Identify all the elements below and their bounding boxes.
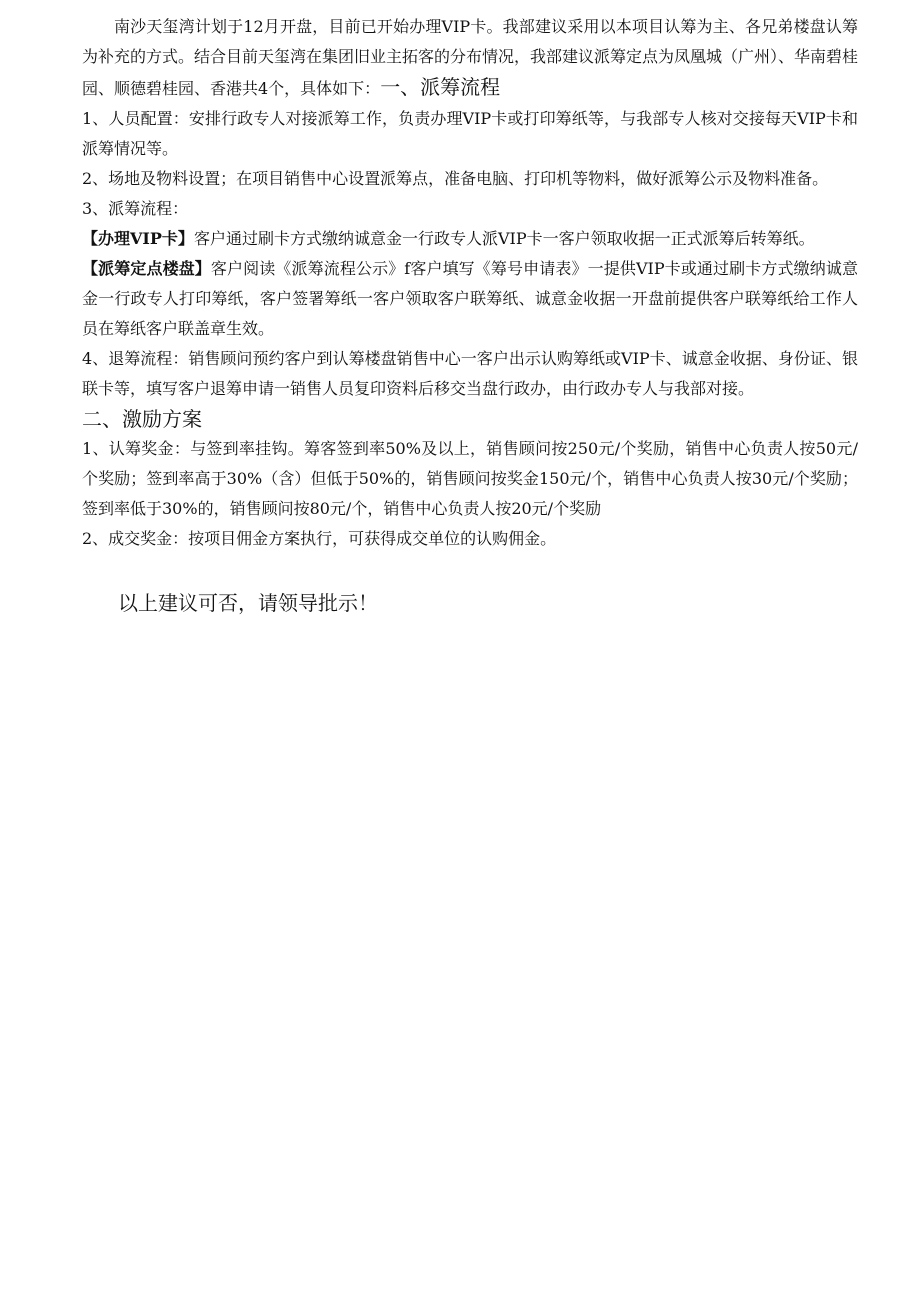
intro-paragraph <box>82 12 858 104</box>
item-refund-flow: 4、退筹流程：销售顾问预约客户到认筹楼盘销售中心一客户出示认购筹纸或VIP卡、诚意金收据、身份证、银联卡等，填写客户退筹申请一销售人员复印资料后移交当盘行政办，由行政办专人与我部对接。 <box>82 349 858 398</box>
section-heading-incentive-plan: 二、激励方案 <box>82 407 202 431</box>
item-venue-materials: 2、场地及物料设置；在项目销售中心设置派筹点，准备电脑、打印机等物料，做好派筹公示及物料准备。 <box>82 169 829 188</box>
flow-vip-card <box>82 224 858 254</box>
flow-vip-card-tag: 【办理VIP卡】 <box>82 229 194 248</box>
document-page <box>82 12 858 618</box>
flow-dispatch-sites-tag: 【派筹定点楼盘】 <box>82 259 211 278</box>
item-dispatch-flow: 3、派筹流程： <box>82 199 189 218</box>
item-staffing: 1、人员配置：安排行政专人对接派筹工作，负责办理VIP卡或打印筹纸等，与我部专人核对交接每天VIP卡和派筹情况等。 <box>82 109 858 158</box>
flow-dispatch-sites <box>82 254 858 344</box>
reward-deal-bonus: 2、成交奖金：按项目佣金方案执行，可获得成交单位的认购佣金。 <box>82 529 557 548</box>
intro-text: 南沙天玺湾计划于12月开盘，目前已开始办理VIP卡。我部建议采用以本项目认筹为主、各兄弟楼盘认筹为补充的方式。结合目前天玺湾在集团旧业主拓客的分布情况，我部建议派筹定点为凤凰城（广州）、华南碧桂园、顺德碧桂园、香港共4个，具体如下： <box>82 17 859 98</box>
section-heading-dispatch-flow: 一、派筹流程 <box>380 75 501 99</box>
closing-remark: 以上建议可否，请领导批示！ <box>118 591 378 615</box>
flow-vip-card-text: 客户通过刷卡方式缴纳诚意金一行政专人派VIP卡一客户领取收据一正式派筹后转筹纸。 <box>193 229 815 248</box>
reward-subscription-bonus: 1、认筹奖金：与签到率挂钩。筹客签到率50%及以上，销售顾问按250元/个奖励，销售中心负责人按50元/个奖励；签到率高于30%（含）但低于50%的，销售顾问按奖金150元/个，销售中心负责人按30元/个奖励；签到率低于30%的，销售顾问按80元/个，销售中心负责人按20元/个奖励 <box>82 439 858 518</box>
flow-dispatch-sites-text: 客户阅读《派筹流程公示》f客户填写《筹号申请表》一提供VIP卡或通过刷卡方式缴纳诚意金一行政专人打印筹纸，客户签署筹纸一客户领取客户联筹纸、诚意金收据一开盘前提供客户联筹纸给工作人员在筹纸客户联盖章生效。 <box>82 259 858 338</box>
